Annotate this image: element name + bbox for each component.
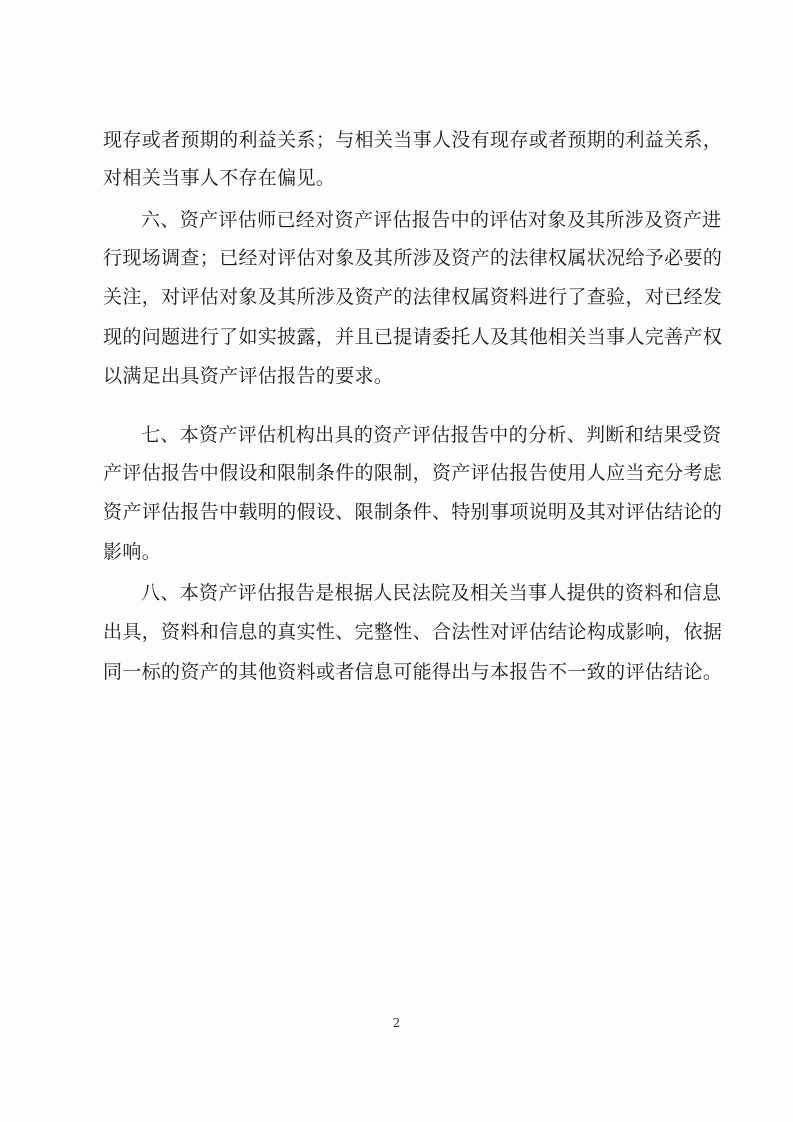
text-line: 对相关当事人不存在偏见。 (103, 167, 336, 189)
text-line: 影响。 (103, 541, 162, 563)
text-line: 行现场调查；已经对评估对象及其所涉及资产的法律权属状况给予必要的 (103, 247, 723, 269)
text-line: 六、资产评估师已经对资产评估报告中的评估对象及其所涉及资产进 (141, 209, 722, 231)
text-line: 资产评估报告中载明的假设、限制条件、特别事项说明及其对评估结论的 (103, 501, 723, 523)
text-line: 关注，对评估对象及其所涉及资产的法律权属资料进行了查验，对已经发 (103, 286, 723, 308)
page-number: 2 (392, 1016, 401, 1030)
text-line: 八、本资产评估报告是根据人民法院及相关当事人提供的资料和信息 (141, 582, 722, 604)
text-line: 现的问题进行了如实披露，并且已提请委托人及其他相关当事人完善产权 (103, 326, 723, 348)
text-line: 出具，资料和信息的真实性、完整性、合法性对评估结论构成影响，依据 (103, 621, 723, 643)
text-line: 以满足出具资产评估报告的要求。 (103, 365, 394, 387)
text-line: 产评估报告中假设和限制条件的限制，资产评估报告使用人应当充分考虑 (103, 462, 723, 484)
text-line: 现存或者预期的利益关系；与相关当事人没有现存或者预期的利益关系， (103, 129, 723, 151)
text-line: 同一标的资产的其他资料或者信息可能得出与本报告不一致的评估结论。 (103, 661, 723, 683)
text-line: 七、本资产评估机构出具的资产评估报告中的分析、判断和结果受资 (141, 424, 722, 446)
